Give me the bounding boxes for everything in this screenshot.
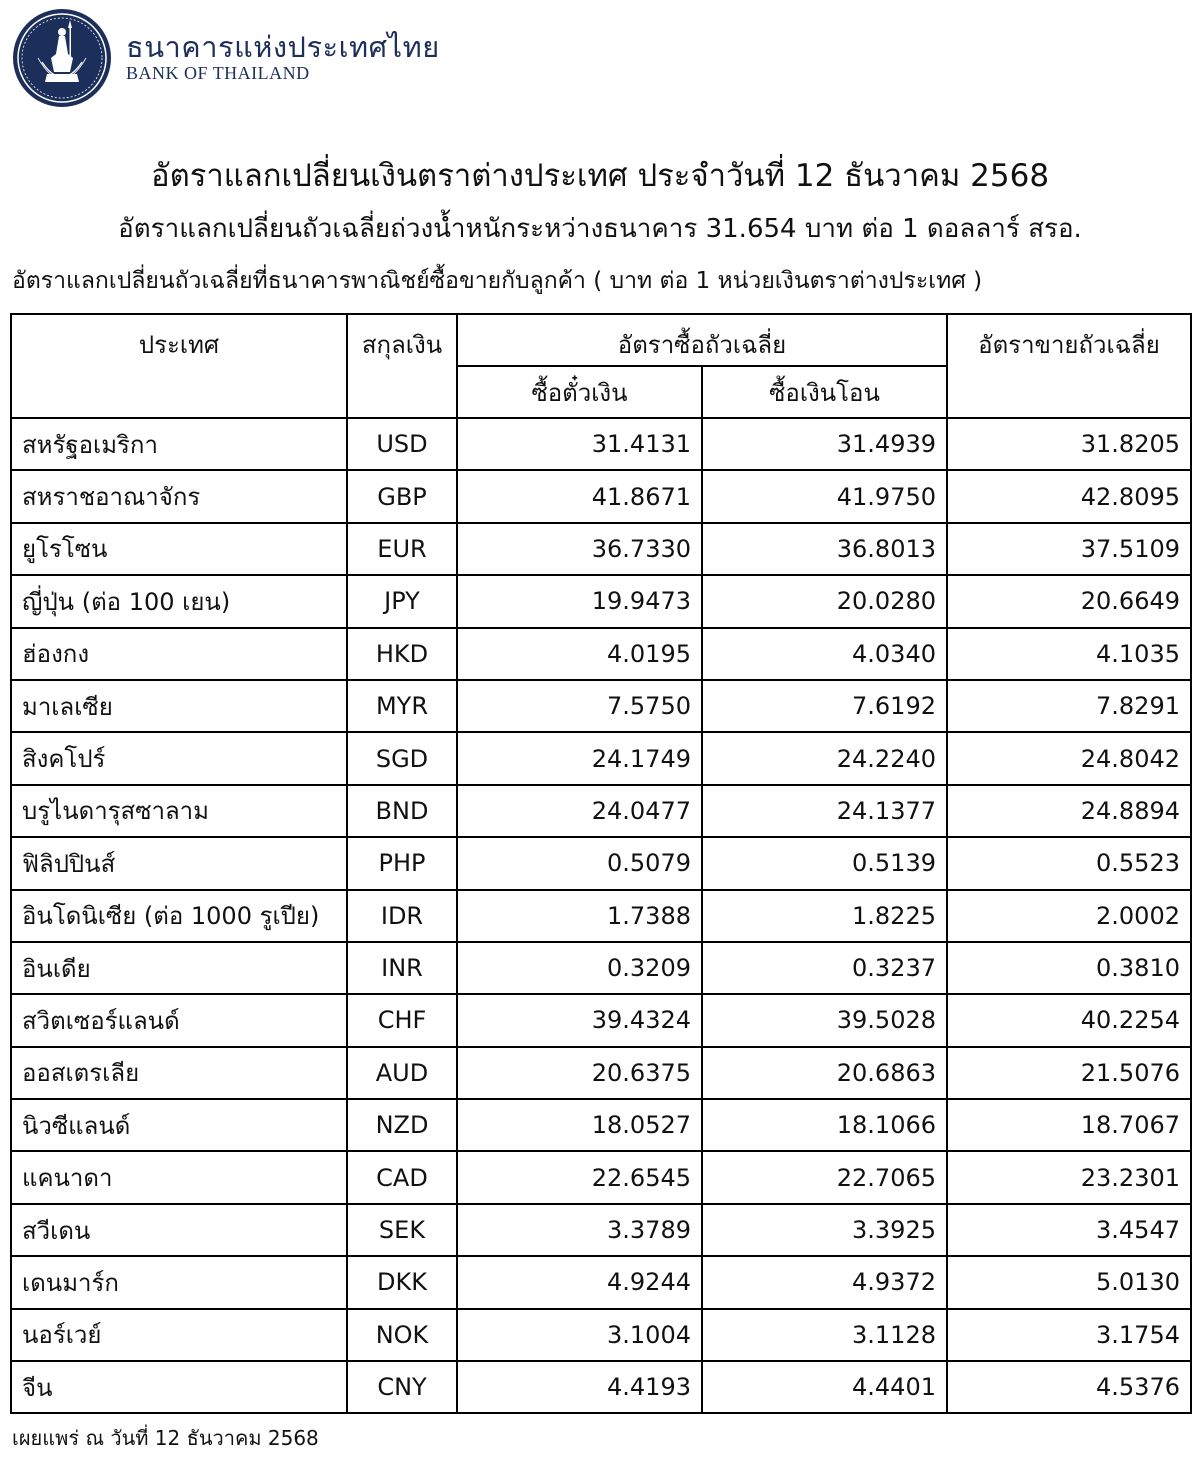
- table-row: [11, 732, 1191, 784]
- table-row: [11, 1256, 1191, 1308]
- selling-rate-cell: 23.2301: [947, 1151, 1191, 1203]
- header-buying-transfer: ซื้อเงินโอน: [702, 366, 947, 418]
- table-row: [11, 1099, 1191, 1151]
- currency-code-cell: SEK: [347, 1204, 457, 1256]
- currency-code-cell: CAD: [347, 1151, 457, 1203]
- selling-rate-cell: 7.8291: [947, 680, 1191, 732]
- buying-notes-rate-cell: 3.1004: [457, 1309, 702, 1361]
- currency-code-cell: NZD: [347, 1099, 457, 1151]
- currency-code-cell: AUD: [347, 1047, 457, 1099]
- country-cell: มาเลเซีย: [11, 680, 347, 732]
- country-cell: นิวซีแลนด์: [11, 1099, 347, 1151]
- country-cell: ญี่ปุ่น (ต่อ 100 เยน): [11, 575, 347, 627]
- buying-notes-rate-cell: 36.7330: [457, 523, 702, 575]
- selling-rate-cell: 3.4547: [947, 1204, 1191, 1256]
- buying-transfer-rate-cell: 20.0280: [702, 575, 947, 627]
- currency-code-cell: NOK: [347, 1309, 457, 1361]
- currency-code-cell: HKD: [347, 628, 457, 680]
- currency-code-cell: EUR: [347, 523, 457, 575]
- currency-code-cell: IDR: [347, 890, 457, 942]
- buying-transfer-rate-cell: 3.3925: [702, 1204, 947, 1256]
- selling-rate-cell: 42.8095: [947, 470, 1191, 522]
- buying-notes-rate-cell: 19.9473: [457, 575, 702, 627]
- buying-notes-rate-cell: 4.0195: [457, 628, 702, 680]
- table-row: [11, 1151, 1191, 1203]
- table-row: [11, 470, 1191, 522]
- selling-rate-cell: 4.5376: [947, 1361, 1191, 1413]
- table-row: [11, 994, 1191, 1046]
- country-cell: ออสเตรเลีย: [11, 1047, 347, 1099]
- buying-notes-rate-cell: 7.5750: [457, 680, 702, 732]
- table-row: [11, 523, 1191, 575]
- table-row: [11, 1309, 1191, 1361]
- buying-transfer-rate-cell: 20.6863: [702, 1047, 947, 1099]
- country-cell: บรูไนดารุสซาลาม: [11, 785, 347, 837]
- table-row: [11, 628, 1191, 680]
- country-cell: อินเดีย: [11, 942, 347, 994]
- country-cell: ฟิลิปปินส์: [11, 837, 347, 889]
- currency-code-cell: USD: [347, 418, 457, 470]
- bank-of-thailand-logo-icon: [12, 8, 112, 108]
- country-cell: ฮ่องกง: [11, 628, 347, 680]
- buying-transfer-rate-cell: 41.9750: [702, 470, 947, 522]
- buying-transfer-rate-cell: 4.4401: [702, 1361, 947, 1413]
- selling-rate-cell: 31.8205: [947, 418, 1191, 470]
- buying-transfer-rate-cell: 39.5028: [702, 994, 947, 1046]
- country-cell: แคนาดา: [11, 1151, 347, 1203]
- selling-rate-cell: 5.0130: [947, 1256, 1191, 1308]
- table-row: [11, 1361, 1191, 1413]
- buying-notes-rate-cell: 4.4193: [457, 1361, 702, 1413]
- country-cell: สวิตเซอร์แลนด์: [11, 994, 347, 1046]
- header-currency: สกุลเงิน: [347, 314, 457, 418]
- country-cell: สิงคโปร์: [11, 732, 347, 784]
- table-body: [11, 418, 1191, 1413]
- table-row: [11, 680, 1191, 732]
- selling-rate-cell: 0.3810: [947, 942, 1191, 994]
- country-cell: สวีเดน: [11, 1204, 347, 1256]
- page-subtitle: อัตราแลกเปลี่ยนถัวเฉลี่ยถ่วงน้ำหนักระหว่างธนาคาร 31.654 บาท ต่อ 1 ดอลลาร์ สรอ.: [118, 214, 1082, 244]
- header-buying-rate: อัตราซื้อถัวเฉลี่ย: [457, 314, 947, 366]
- org-name-thai: ธนาคารแห่งประเทศไทย: [126, 30, 440, 64]
- selling-rate-cell: 24.8042: [947, 732, 1191, 784]
- currency-code-cell: PHP: [347, 837, 457, 889]
- currency-code-cell: MYR: [347, 680, 457, 732]
- currency-code-cell: SGD: [347, 732, 457, 784]
- selling-rate-cell: 20.6649: [947, 575, 1191, 627]
- table-row: [11, 890, 1191, 942]
- table-row: [11, 575, 1191, 627]
- table-row: [11, 837, 1191, 889]
- currency-code-cell: CNY: [347, 1361, 457, 1413]
- country-cell: สหรัฐอเมริกา: [11, 418, 347, 470]
- country-cell: นอร์เวย์: [11, 1309, 347, 1361]
- country-cell: เดนมาร์ก: [11, 1256, 347, 1308]
- country-cell: ยูโรโซน: [11, 523, 347, 575]
- selling-rate-cell: 24.8894: [947, 785, 1191, 837]
- page-title: อัตราแลกเปลี่ยนเงินตราต่างประเทศ ประจำวันที่ 12 ธันวาคม 2568: [150, 158, 1050, 194]
- header-country: ประเทศ: [11, 314, 347, 418]
- currency-code-cell: INR: [347, 942, 457, 994]
- buying-transfer-rate-cell: 1.8225: [702, 890, 947, 942]
- buying-transfer-rate-cell: 31.4939: [702, 418, 947, 470]
- currency-code-cell: BND: [347, 785, 457, 837]
- buying-notes-rate-cell: 39.4324: [457, 994, 702, 1046]
- buying-transfer-rate-cell: 0.3237: [702, 942, 947, 994]
- selling-rate-cell: 18.7067: [947, 1099, 1191, 1151]
- buying-notes-rate-cell: 18.0527: [457, 1099, 702, 1151]
- org-name-english: BANK OF THAILAND: [126, 63, 310, 83]
- buying-transfer-rate-cell: 3.1128: [702, 1309, 947, 1361]
- selling-rate-cell: 0.5523: [947, 837, 1191, 889]
- country-cell: จีน: [11, 1361, 347, 1413]
- buying-transfer-rate-cell: 7.6192: [702, 680, 947, 732]
- table-row: [11, 785, 1191, 837]
- buying-transfer-rate-cell: 22.7065: [702, 1151, 947, 1203]
- buying-notes-rate-cell: 4.9244: [457, 1256, 702, 1308]
- table-note: อัตราแลกเปลี่ยนถัวเฉลี่ยที่ธนาคารพาณิชย์ซื้อขายกับลูกค้า ( บาท ต่อ 1 หน่วยเงินตราต่างประเทศ ): [12, 268, 983, 294]
- selling-rate-cell: 2.0002: [947, 890, 1191, 942]
- buying-notes-rate-cell: 31.4131: [457, 418, 702, 470]
- selling-rate-cell: 40.2254: [947, 994, 1191, 1046]
- buying-notes-rate-cell: 22.6545: [457, 1151, 702, 1203]
- buying-transfer-rate-cell: 4.9372: [702, 1256, 947, 1308]
- header-buying-notes: ซื้อตั๋วเงิน: [457, 366, 702, 418]
- currency-code-cell: JPY: [347, 575, 457, 627]
- selling-rate-cell: 21.5076: [947, 1047, 1191, 1099]
- published-date: เผยแพร่ ณ วันที่ 12 ธันวาคม 2568: [12, 1426, 319, 1450]
- exchange-rate-table: [10, 313, 1192, 1414]
- country-cell: อินโดนิเซีย (ต่อ 1000 รูเปีย): [11, 890, 347, 942]
- buying-notes-rate-cell: 24.0477: [457, 785, 702, 837]
- buying-notes-rate-cell: 20.6375: [457, 1047, 702, 1099]
- table-row: [11, 942, 1191, 994]
- buying-notes-rate-cell: 0.5079: [457, 837, 702, 889]
- buying-transfer-rate-cell: 36.8013: [702, 523, 947, 575]
- buying-transfer-rate-cell: 4.0340: [702, 628, 947, 680]
- buying-notes-rate-cell: 3.3789: [457, 1204, 702, 1256]
- selling-rate-cell: 4.1035: [947, 628, 1191, 680]
- buying-notes-rate-cell: 1.7388: [457, 890, 702, 942]
- buying-transfer-rate-cell: 0.5139: [702, 837, 947, 889]
- table-row: [11, 1204, 1191, 1256]
- selling-rate-cell: 3.1754: [947, 1309, 1191, 1361]
- buying-notes-rate-cell: 24.1749: [457, 732, 702, 784]
- buying-transfer-rate-cell: 24.1377: [702, 785, 947, 837]
- header-selling-rate: อัตราขายถัวเฉลี่ย: [947, 314, 1191, 418]
- currency-code-cell: DKK: [347, 1256, 457, 1308]
- buying-notes-rate-cell: 0.3209: [457, 942, 702, 994]
- country-cell: สหราชอาณาจักร: [11, 470, 347, 522]
- buying-transfer-rate-cell: 18.1066: [702, 1099, 947, 1151]
- currency-code-cell: GBP: [347, 470, 457, 522]
- table-row: [11, 1047, 1191, 1099]
- selling-rate-cell: 37.5109: [947, 523, 1191, 575]
- buying-notes-rate-cell: 41.8671: [457, 470, 702, 522]
- currency-code-cell: CHF: [347, 994, 457, 1046]
- table-row: [11, 418, 1191, 470]
- buying-transfer-rate-cell: 24.2240: [702, 732, 947, 784]
